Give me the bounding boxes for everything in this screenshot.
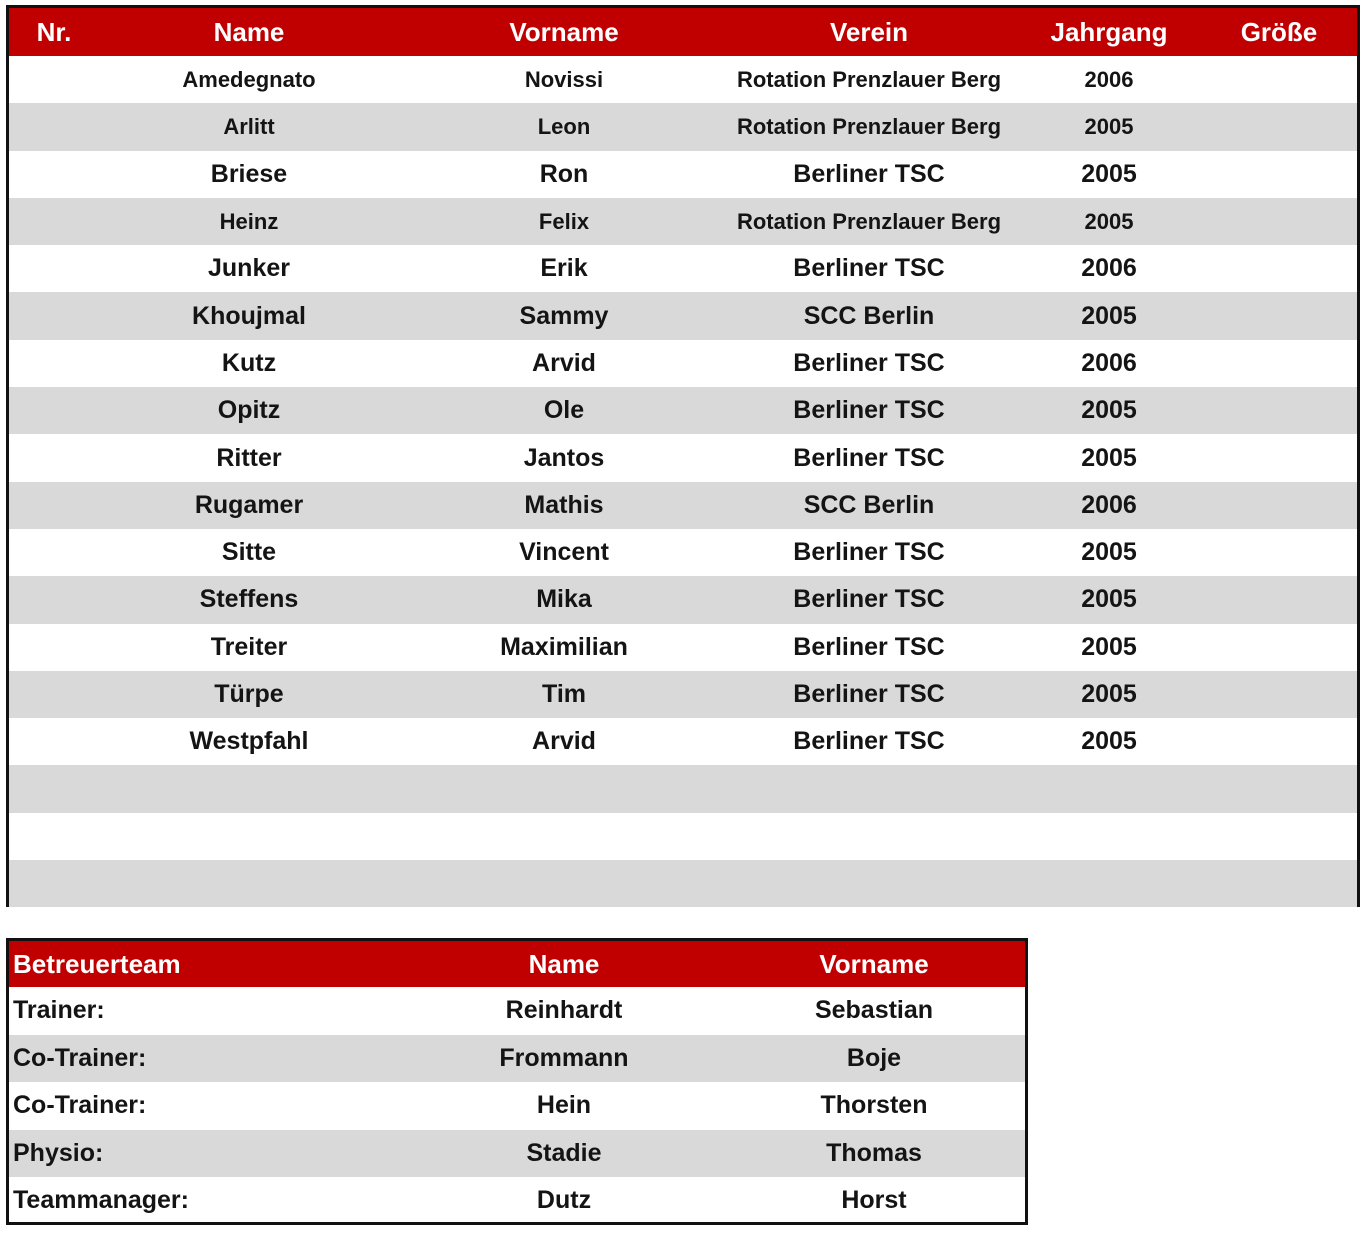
cell-verein: Berliner TSC: [793, 727, 945, 756]
empty-row: [9, 860, 1357, 907]
cell-vorname: Mathis: [524, 490, 604, 519]
cell-vorname: Ole: [543, 396, 585, 425]
cell-verein: SCC Berlin: [803, 301, 935, 330]
cell-name: Rugamer: [194, 490, 304, 519]
cell-groesse: [1209, 387, 1349, 434]
cell-staff-vorname: Boje: [846, 1043, 902, 1072]
cell-nr: [19, 340, 89, 387]
cell-nr: [19, 387, 89, 434]
cell-jahrgang: 2005: [1081, 538, 1137, 567]
cell-name: Amedegnato: [182, 66, 316, 92]
header-betreuerteam: Betreuerteam: [13, 948, 181, 979]
cell-groesse: [1209, 576, 1349, 623]
cell-nr: [19, 529, 89, 576]
empty-row: [9, 765, 1357, 812]
cell-staff-name: Frommann: [499, 1043, 629, 1072]
cell-staff-name: Hein: [536, 1091, 592, 1120]
cell-name: Arlitt: [223, 113, 275, 139]
cell-staff-name: Stadie: [526, 1138, 602, 1167]
cell-nr: [19, 718, 89, 765]
cell-jahrgang: 2005: [1081, 301, 1137, 330]
cell-vorname: Tim: [542, 680, 586, 708]
cell-nr: [19, 292, 89, 339]
roster-header-row: [9, 8, 1357, 56]
cell-nr: [19, 151, 89, 198]
cell-vorname: Arvid: [532, 727, 596, 756]
header-verein: Verein: [829, 16, 909, 47]
cell-verein: SCC Berlin: [803, 490, 935, 519]
cell-verein: Berliner TSC: [793, 443, 945, 472]
table-row: [9, 245, 1357, 292]
cell-name: Kutz: [221, 348, 277, 377]
cell-jahrgang: 2006: [1081, 348, 1137, 377]
cell-name: Ritter: [216, 443, 282, 472]
cell-vorname: Erik: [540, 254, 588, 283]
cell-verein: Berliner TSC: [793, 680, 945, 708]
cell-verein: Rotation Prenzlauer Berg: [736, 113, 1002, 139]
cell-name: Heinz: [219, 208, 279, 234]
cell-jahrgang: 2005: [1081, 159, 1137, 188]
cell-vorname: Leon: [537, 113, 591, 139]
cell-staff-vorname: Thomas: [826, 1138, 922, 1167]
cell-name: Steffens: [199, 585, 299, 614]
cell-vorname: Maximilian: [500, 632, 628, 661]
cell-verein: Rotation Prenzlauer Berg: [736, 66, 1002, 92]
cell-nr: [19, 56, 89, 103]
cell-jahrgang: 2006: [1081, 254, 1137, 283]
header-staff-vorname: Vorname: [819, 948, 929, 979]
cell-vorname: Arvid: [532, 348, 596, 377]
cell-verein: Berliner TSC: [793, 254, 945, 283]
cell-name: Opitz: [217, 396, 281, 425]
cell-name: Briese: [210, 159, 288, 188]
table-row: [9, 1035, 1025, 1083]
cell-groesse: [1209, 529, 1349, 576]
cell-name: Westpfahl: [189, 727, 309, 756]
cell-vorname: Ron: [539, 159, 589, 188]
cell-jahrgang: 2005: [1081, 443, 1137, 472]
staff-header-row: [9, 941, 1025, 987]
cell-groesse: [1209, 434, 1349, 481]
table-row: [9, 1082, 1025, 1130]
table-row: [9, 103, 1357, 150]
staff-table: [6, 938, 1028, 1225]
cell-groesse: [1209, 103, 1349, 150]
cell-role: Teammanager:: [13, 1186, 189, 1215]
table-row: [9, 671, 1357, 718]
table-row: [9, 576, 1357, 623]
header-vorname: Vorname: [509, 16, 619, 47]
cell-jahrgang: 2006: [1084, 66, 1134, 92]
cell-jahrgang: 2005: [1081, 727, 1137, 756]
cell-groesse: [1209, 245, 1349, 292]
cell-vorname: Jantos: [523, 443, 605, 472]
header-jahrgang: Jahrgang: [1050, 16, 1168, 47]
table-row: [9, 56, 1357, 103]
cell-jahrgang: 2005: [1081, 632, 1137, 661]
cell-verein: Rotation Prenzlauer Berg: [736, 208, 1002, 234]
cell-nr: [19, 671, 89, 718]
cell-groesse: [1209, 482, 1349, 529]
cell-name: Sitte: [221, 538, 277, 567]
table-row: [9, 482, 1357, 529]
empty-row: [9, 813, 1357, 860]
cell-staff-vorname: Sebastian: [814, 996, 934, 1025]
header-nr: Nr.: [36, 16, 72, 47]
table-row: [9, 340, 1357, 387]
table-row: [9, 718, 1357, 765]
roster-body: [9, 56, 1357, 907]
cell-groesse: [1209, 624, 1349, 671]
cell-groesse: [1209, 340, 1349, 387]
cell-nr: [19, 434, 89, 481]
cell-verein: Berliner TSC: [793, 538, 945, 567]
cell-vorname: Sammy: [519, 301, 609, 330]
cell-vorname: Novissi: [524, 66, 604, 92]
cell-role: Physio:: [13, 1138, 104, 1167]
cell-jahrgang: 2005: [1084, 113, 1134, 139]
cell-jahrgang: 2006: [1081, 490, 1137, 519]
cell-role: Co-Trainer:: [13, 1091, 147, 1120]
header-name: Name: [213, 16, 285, 47]
cell-name: Junker: [208, 254, 290, 283]
header-groesse: Größe: [1240, 16, 1318, 47]
cell-vorname: Felix: [538, 208, 590, 234]
header-staff-name: Name: [528, 948, 600, 979]
table-row: [9, 387, 1357, 434]
cell-groesse: [1209, 718, 1349, 765]
cell-nr: [19, 245, 89, 292]
cell-groesse: [1209, 198, 1349, 245]
cell-name: Treiter: [210, 632, 288, 661]
cell-groesse: [1209, 292, 1349, 339]
cell-verein: Berliner TSC: [793, 585, 945, 614]
table-row: [9, 292, 1357, 339]
cell-jahrgang: 2005: [1081, 396, 1137, 425]
cell-nr: [19, 624, 89, 671]
cell-role: Trainer:: [13, 996, 105, 1025]
cell-jahrgang: 2005: [1081, 680, 1137, 708]
table-row: [9, 434, 1357, 481]
player-roster-table: [6, 5, 1360, 907]
table-row: [9, 624, 1357, 671]
table-row: [9, 987, 1025, 1035]
cell-nr: [19, 198, 89, 245]
cell-groesse: [1209, 151, 1349, 198]
cell-jahrgang: 2005: [1084, 208, 1134, 234]
table-row: [9, 1177, 1025, 1225]
cell-verein: Berliner TSC: [793, 159, 945, 188]
cell-role: Co-Trainer:: [13, 1043, 147, 1072]
cell-name: Türpe: [214, 680, 284, 708]
cell-nr: [19, 103, 89, 150]
cell-staff-vorname: Horst: [841, 1186, 907, 1215]
cell-staff-vorname: Thorsten: [820, 1091, 928, 1120]
cell-name: Khoujmal: [192, 301, 306, 330]
table-row: [9, 151, 1357, 198]
table-row: [9, 529, 1357, 576]
cell-groesse: [1209, 671, 1349, 718]
cell-staff-name: Dutz: [536, 1186, 592, 1215]
cell-verein: Berliner TSC: [793, 396, 945, 425]
cell-vorname: Mika: [536, 585, 592, 614]
staff-body: [9, 987, 1025, 1225]
cell-nr: [19, 576, 89, 623]
cell-vorname: Vincent: [519, 538, 609, 567]
cell-nr: [19, 482, 89, 529]
cell-staff-name: Reinhardt: [505, 996, 623, 1025]
cell-verein: Berliner TSC: [793, 348, 945, 377]
cell-verein: Berliner TSC: [793, 632, 945, 661]
cell-groesse: [1209, 56, 1349, 103]
cell-jahrgang: 2005: [1081, 585, 1137, 614]
table-row: [9, 1130, 1025, 1178]
table-row: [9, 198, 1357, 245]
